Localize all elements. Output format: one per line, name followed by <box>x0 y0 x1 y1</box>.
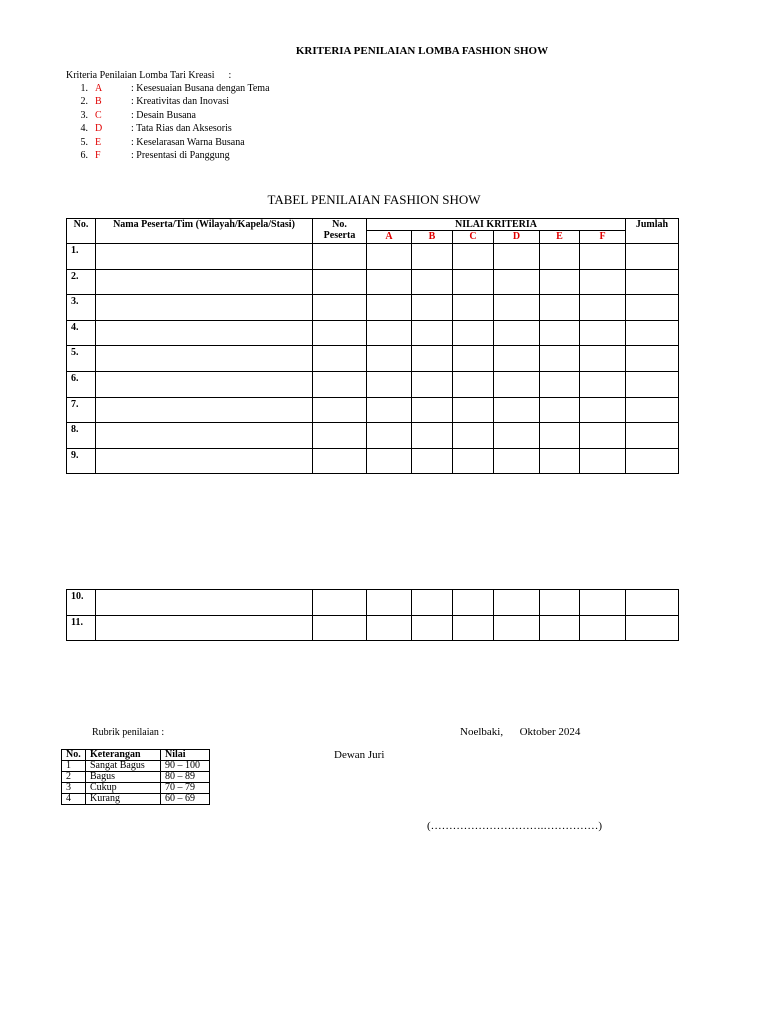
score-cell[interactable] <box>580 397 626 423</box>
header-criteria-letter: D <box>494 231 540 244</box>
score-cell[interactable] <box>494 269 540 295</box>
criteria-letter: E <box>95 136 102 148</box>
criteria-num: 1. <box>80 83 88 94</box>
row-number: 6. <box>67 371 96 397</box>
score-cell[interactable] <box>313 615 367 641</box>
dewan-juri-label: Dewan Juri <box>334 749 385 761</box>
score-cell[interactable] <box>453 615 494 641</box>
criteria-letter: A <box>95 83 103 94</box>
score-cell[interactable] <box>453 269 494 295</box>
score-cell[interactable] <box>453 244 494 270</box>
score-cell[interactable] <box>412 448 453 474</box>
header-nilai-kriteria: NILAI KRITERIA <box>367 219 626 231</box>
score-cell[interactable] <box>540 423 580 449</box>
score-cell[interactable] <box>580 320 626 346</box>
score-cell[interactable] <box>580 295 626 321</box>
table-title: TABEL PENILAIAN FASHION SHOW <box>267 192 481 207</box>
score-cell[interactable] <box>453 320 494 346</box>
score-cell[interactable] <box>313 397 367 423</box>
row-number: 8. <box>67 423 96 449</box>
score-cell[interactable] <box>367 397 412 423</box>
score-cell[interactable] <box>412 320 453 346</box>
score-cell[interactable] <box>540 320 580 346</box>
score-cell[interactable] <box>367 448 412 474</box>
score-cell[interactable] <box>453 423 494 449</box>
table-row <box>67 397 679 423</box>
criteria-intro-colon: : <box>228 70 232 81</box>
criteria-num: 6. <box>80 150 88 161</box>
table-row <box>67 269 679 295</box>
header-criteria-letter: E <box>540 231 580 244</box>
rubrik-header: No. <box>62 750 86 761</box>
score-cell[interactable] <box>313 295 367 321</box>
score-cell[interactable] <box>96 244 313 270</box>
score-cell[interactable] <box>96 397 313 423</box>
score-cell[interactable] <box>453 295 494 321</box>
score-cell[interactable] <box>96 448 313 474</box>
criteria-item <box>66 123 232 135</box>
table-row <box>67 346 679 372</box>
score-cell[interactable] <box>313 320 367 346</box>
rubrik-label: Rubrik penilaian : <box>92 727 165 738</box>
score-cell[interactable] <box>494 320 540 346</box>
score-cell[interactable] <box>626 448 679 474</box>
score-cell[interactable] <box>494 590 540 616</box>
score-cell[interactable] <box>313 269 367 295</box>
score-cell[interactable] <box>540 371 580 397</box>
score-cell[interactable] <box>540 346 580 372</box>
document-title: KRITERIA PENILAIAN LOMBA FASHION SHOW <box>295 45 549 57</box>
rubrik-cell: 60 – 69 <box>161 794 210 805</box>
score-cell[interactable] <box>494 397 540 423</box>
rubrik-row <box>62 783 210 794</box>
criteria-desc: : Kreativitas dan Inovasi <box>131 96 230 108</box>
score-cell[interactable] <box>367 320 412 346</box>
score-cell[interactable] <box>580 269 626 295</box>
score-cell[interactable] <box>367 423 412 449</box>
table-row <box>67 448 679 474</box>
criteria-desc: : Tata Rias dan Aksesoris <box>131 123 232 135</box>
criteria-desc: : Presentasi di Panggung <box>131 150 230 161</box>
score-cell[interactable] <box>313 346 367 372</box>
header-nama-peserta: Nama Peserta/Tim (Wilayah/Kapela/Stasi) <box>96 219 313 244</box>
score-cell[interactable] <box>453 346 494 372</box>
signature-line: (………………………….……………) <box>427 820 603 832</box>
score-cell[interactable] <box>313 371 367 397</box>
criteria-num: 5. <box>80 136 88 148</box>
rubrik-cell: Bagus <box>86 772 161 783</box>
score-cell[interactable] <box>626 295 679 321</box>
score-cell[interactable] <box>412 269 453 295</box>
place-date: Noelbaki, Oktober 2024 <box>460 726 581 738</box>
score-cell[interactable] <box>580 615 626 641</box>
rubrik-table <box>61 749 210 805</box>
rubrik-cell: Sangat Bagus <box>86 761 161 772</box>
row-number: 5. <box>67 346 96 372</box>
row-number: 9. <box>67 448 96 474</box>
criteria-letter: D <box>95 123 103 135</box>
rubrik-header: Keterangan <box>86 750 161 761</box>
row-number: 7. <box>67 397 96 423</box>
rubrik-cell: 70 – 79 <box>161 783 210 794</box>
score-cell[interactable] <box>540 244 580 270</box>
score-cell[interactable] <box>626 615 679 641</box>
table-row <box>67 295 679 321</box>
criteria-desc: : Keselarasan Warna Busana <box>131 136 245 148</box>
score-table-continued <box>66 589 679 641</box>
table-row <box>67 244 679 270</box>
score-cell[interactable] <box>367 269 412 295</box>
rubrik-cell: 90 – 100 <box>161 761 210 772</box>
score-cell[interactable] <box>453 590 494 616</box>
criteria-intro-label: Kriteria Penilaian Lomba Tari Kreasi <box>66 70 215 81</box>
score-cell[interactable] <box>626 320 679 346</box>
rubrik-cell: 2 <box>62 772 86 783</box>
score-cell[interactable] <box>367 244 412 270</box>
header-criteria-letter: B <box>412 231 453 244</box>
criteria-desc: : Kesesuaian Busana dengan Tema <box>131 83 270 94</box>
score-cell[interactable] <box>626 590 679 616</box>
score-cell[interactable] <box>412 590 453 616</box>
score-cell[interactable] <box>626 346 679 372</box>
score-cell[interactable] <box>453 397 494 423</box>
score-cell[interactable] <box>494 448 540 474</box>
score-cell[interactable] <box>580 590 626 616</box>
score-cell[interactable] <box>453 371 494 397</box>
score-cell[interactable] <box>494 244 540 270</box>
score-cell[interactable] <box>367 615 412 641</box>
score-cell[interactable] <box>412 423 453 449</box>
score-cell[interactable] <box>313 448 367 474</box>
header-criteria-letter: A <box>367 231 412 244</box>
criteria-item <box>66 150 230 161</box>
score-cell[interactable] <box>412 397 453 423</box>
score-cell[interactable] <box>96 269 313 295</box>
criteria-item <box>66 83 270 94</box>
score-cell[interactable] <box>626 423 679 449</box>
score-cell[interactable] <box>367 346 412 372</box>
score-cell[interactable] <box>453 448 494 474</box>
score-cell[interactable] <box>313 590 367 616</box>
score-cell[interactable] <box>412 346 453 372</box>
table-row <box>67 615 679 641</box>
score-cell[interactable] <box>626 371 679 397</box>
row-number: 1. <box>67 244 96 270</box>
score-cell[interactable] <box>367 371 412 397</box>
row-number: 4. <box>67 320 96 346</box>
score-cell[interactable] <box>494 371 540 397</box>
score-cell[interactable] <box>626 244 679 270</box>
rubrik-cell: Kurang <box>86 794 161 805</box>
score-cell[interactable] <box>96 346 313 372</box>
rubrik-row <box>62 761 210 772</box>
score-cell[interactable] <box>580 423 626 449</box>
score-cell[interactable] <box>494 615 540 641</box>
score-cell[interactable] <box>626 269 679 295</box>
criteria-letter: C <box>95 109 102 121</box>
criteria-item <box>66 136 245 148</box>
score-cell[interactable] <box>313 244 367 270</box>
score-cell[interactable] <box>494 295 540 321</box>
score-cell[interactable] <box>96 423 313 449</box>
score-cell[interactable] <box>540 448 580 474</box>
score-cell[interactable] <box>540 397 580 423</box>
score-cell[interactable] <box>367 590 412 616</box>
score-cell[interactable] <box>540 269 580 295</box>
header-no: No. <box>67 219 96 244</box>
table-row <box>67 590 679 616</box>
criteria-desc: : Desain Busana <box>131 109 196 121</box>
score-cell[interactable] <box>96 590 313 616</box>
score-cell[interactable] <box>367 295 412 321</box>
row-number: 3. <box>67 295 96 321</box>
header-no-peserta <box>313 219 367 244</box>
criteria-letter: F <box>95 150 101 161</box>
criteria-num: 4. <box>80 123 88 135</box>
score-cell[interactable] <box>580 448 626 474</box>
table-row <box>67 371 679 397</box>
score-cell[interactable] <box>540 295 580 321</box>
row-number: 10. <box>67 590 96 616</box>
score-cell[interactable] <box>412 295 453 321</box>
header-jumlah: Jumlah <box>626 219 679 244</box>
score-cell[interactable] <box>626 397 679 423</box>
score-cell[interactable] <box>580 244 626 270</box>
score-cell[interactable] <box>412 615 453 641</box>
rubrik-cell: 80 – 89 <box>161 772 210 783</box>
criteria-item <box>66 109 196 121</box>
rubrik-cell: 3 <box>62 783 86 794</box>
criteria-item <box>66 96 230 108</box>
header-criteria-letter: F <box>580 231 626 244</box>
score-table <box>66 218 679 474</box>
criteria-num: 3. <box>80 109 88 121</box>
criteria-letter: B <box>95 96 102 108</box>
criteria-num: 2. <box>80 96 88 108</box>
rubrik-row <box>62 772 210 783</box>
table-row <box>67 320 679 346</box>
score-cell[interactable] <box>412 244 453 270</box>
criteria-intro <box>66 70 231 81</box>
header-no-peserta-line2: Peserta <box>323 230 356 241</box>
score-cell[interactable] <box>313 423 367 449</box>
header-criteria-letter: C <box>453 231 494 244</box>
score-cell[interactable] <box>96 295 313 321</box>
rubrik-cell: 4 <box>62 794 86 805</box>
score-cell[interactable] <box>540 590 580 616</box>
rubrik-row <box>62 794 210 805</box>
row-number: 2. <box>67 269 96 295</box>
header-no-peserta-line1: No. <box>332 219 347 230</box>
table-row <box>67 423 679 449</box>
score-cell[interactable] <box>96 371 313 397</box>
score-cell[interactable] <box>580 371 626 397</box>
score-cell[interactable] <box>96 615 313 641</box>
score-cell[interactable] <box>412 371 453 397</box>
score-cell[interactable] <box>580 346 626 372</box>
score-cell[interactable] <box>540 615 580 641</box>
rubrik-header: Nilai <box>161 750 210 761</box>
score-cell[interactable] <box>494 346 540 372</box>
score-cell[interactable] <box>96 320 313 346</box>
rubrik-cell: Cukup <box>86 783 161 794</box>
row-number: 11. <box>67 615 96 641</box>
score-cell[interactable] <box>494 423 540 449</box>
rubrik-cell: 1 <box>62 761 86 772</box>
